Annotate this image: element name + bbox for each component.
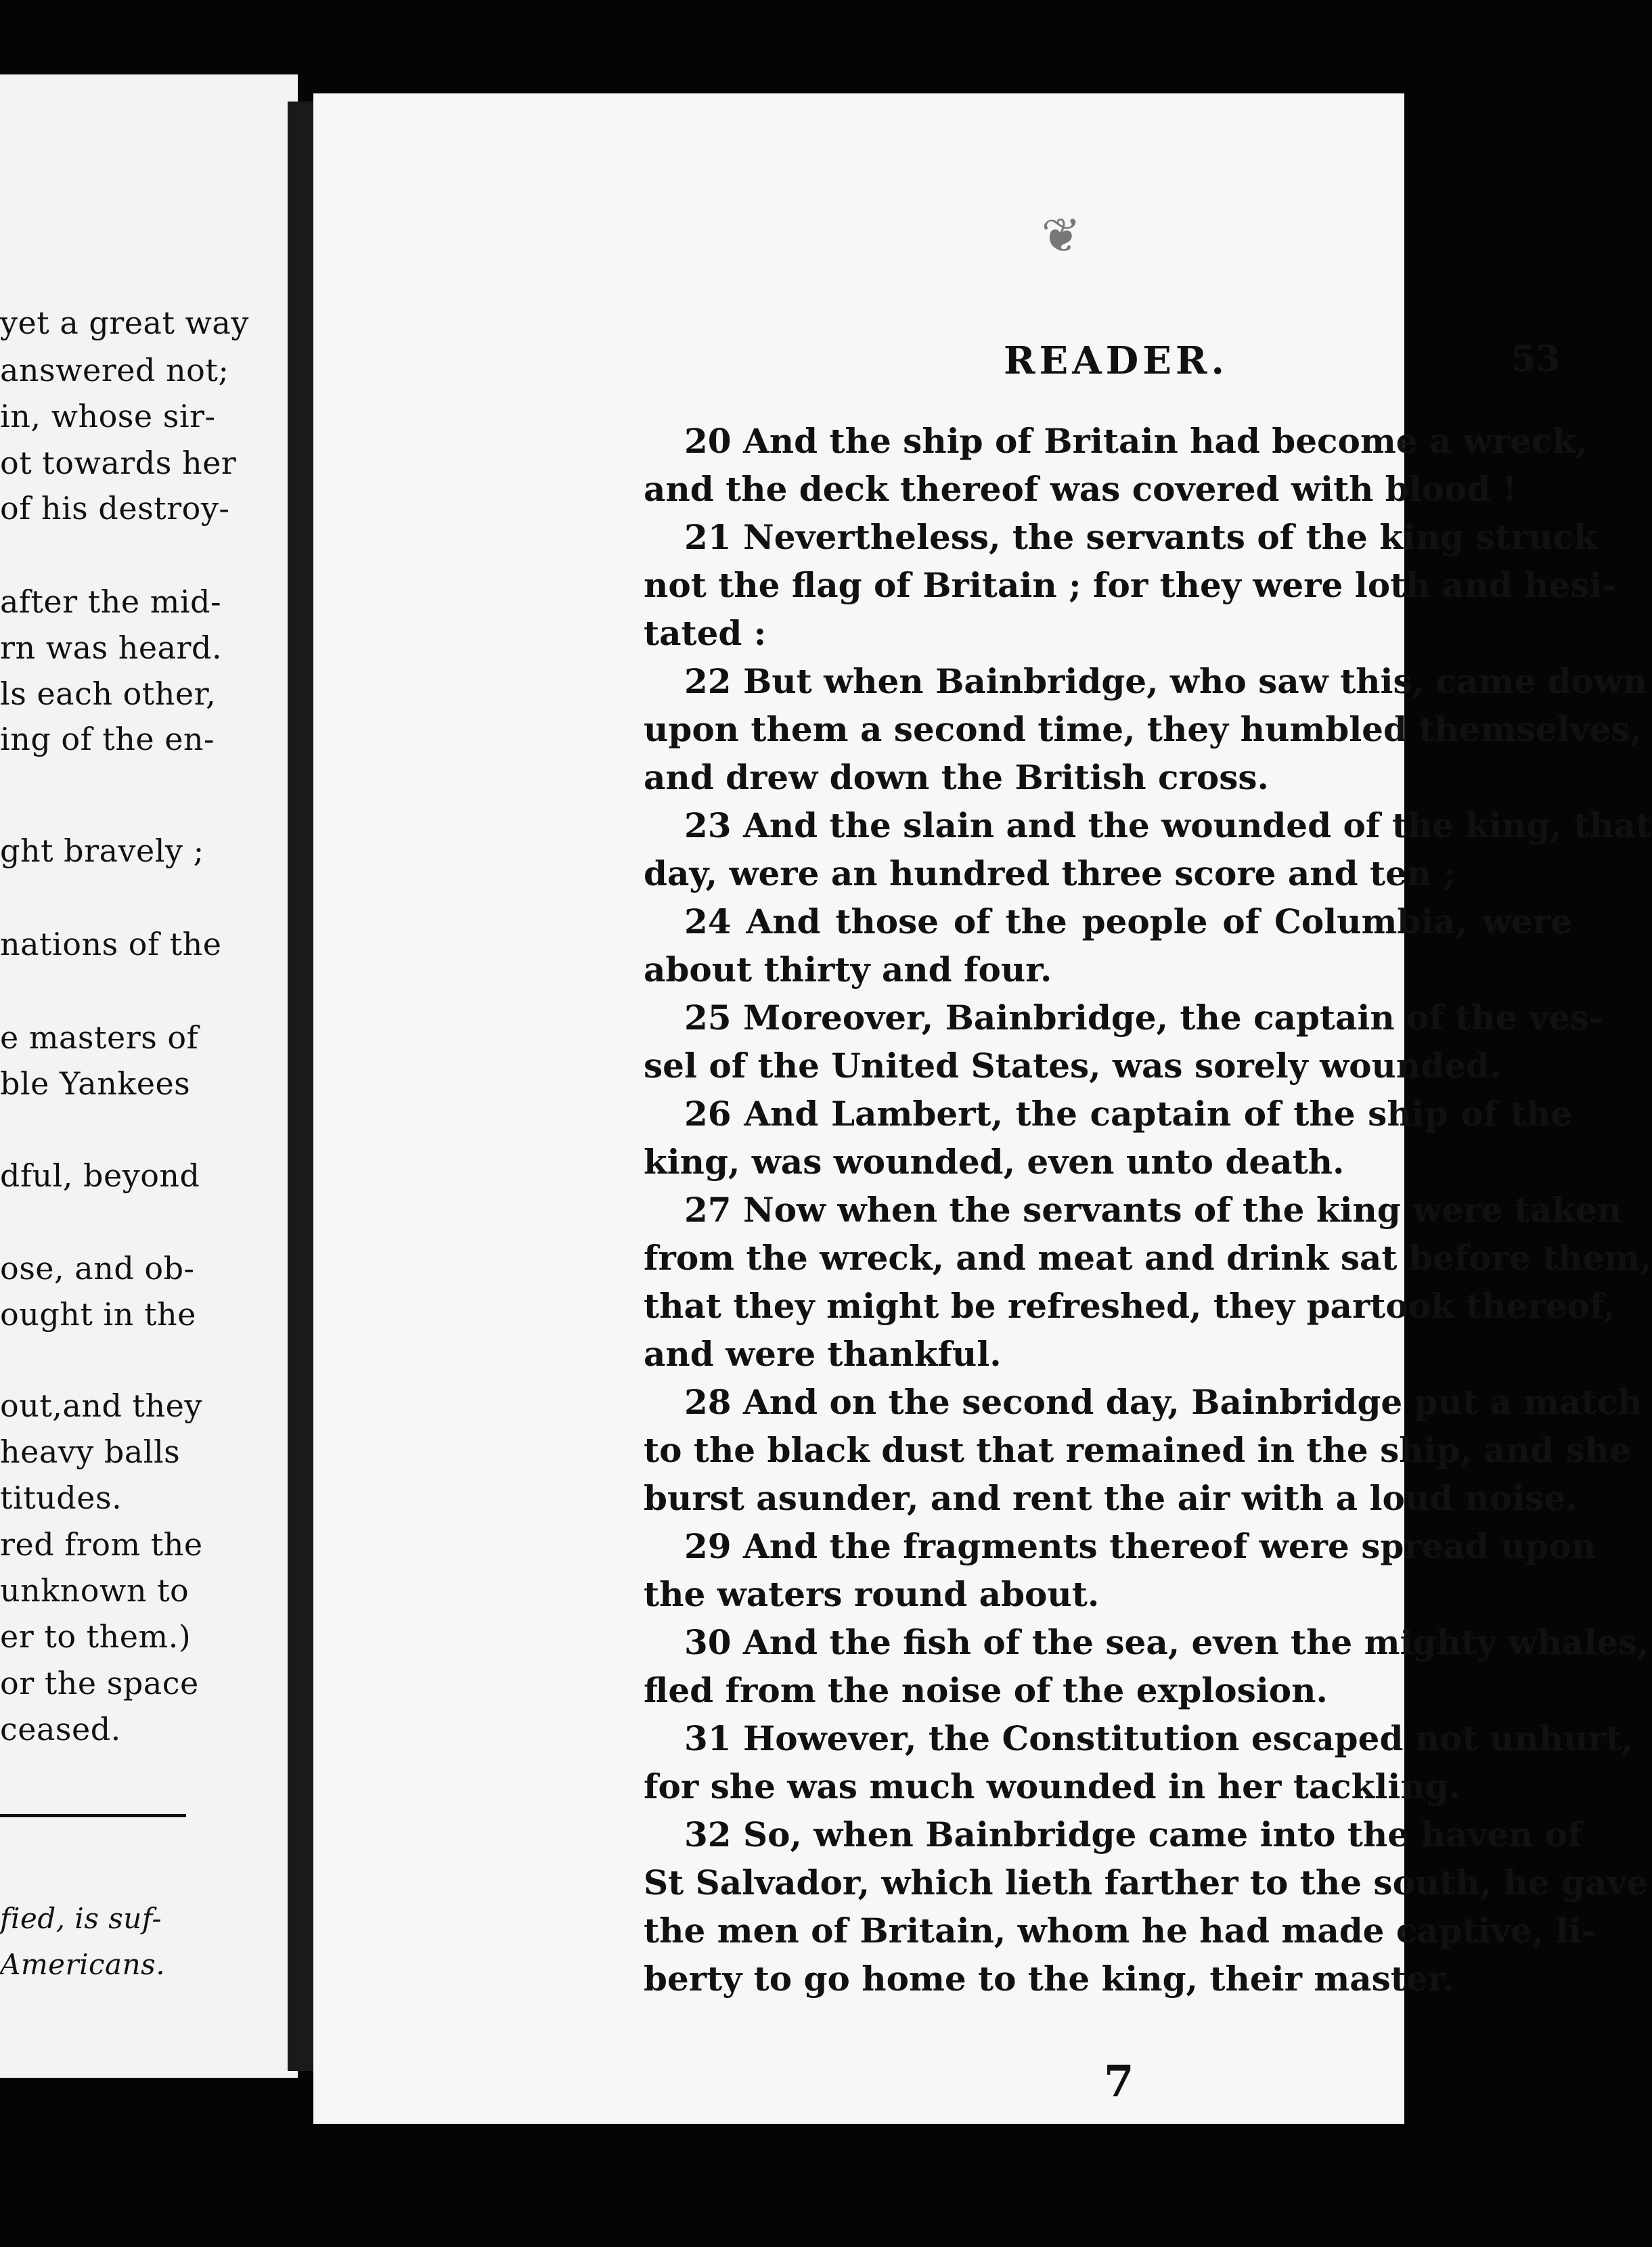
left-text-line: or the space <box>0 1665 199 1701</box>
footnote-rule <box>0 1814 186 1817</box>
verse-line: that they might be refreshed, they partook thereof, <box>644 1286 1615 1326</box>
verse-line: and the deck thereof was covered with blood ! <box>644 469 1517 509</box>
verse-line: burst asunder, and rent the air with a loud noise. <box>644 1478 1578 1518</box>
left-text-line: ing of the en- <box>0 721 215 757</box>
verse-line: upon them a second time, they humbled themselves, <box>644 709 1642 749</box>
verse-line: 20 And the ship of Britain had become a wreck, <box>684 421 1588 461</box>
left-text-line: er to them.) <box>0 1618 192 1655</box>
left-text-line: in, whose sir- <box>0 398 216 435</box>
verse-line: St Salvador, which lieth farther to the south, he gave <box>644 1863 1649 1903</box>
verse-line: day, were an hundred three score and ten ; <box>644 853 1456 893</box>
verse-line: 32 So, when Bainbridge came into the haven of <box>684 1815 1582 1854</box>
verse-line: 22 But when Bainbridge, who saw this, came down <box>684 661 1648 701</box>
left-text-line: ought in the <box>0 1296 196 1333</box>
verse-line: not the flag of Britain ; for they were loth and hesi- <box>644 565 1617 605</box>
left-text-line: rn was heard. <box>0 629 223 666</box>
left-text-line: of his destroy- <box>0 490 230 527</box>
left-text-line: ceased. <box>0 1711 121 1748</box>
verse-line: 31 However, the Constitution escaped not unhurt, <box>684 1718 1634 1758</box>
left-text-line: ls each other, <box>0 675 217 712</box>
verse-line: and drew down the British cross. <box>644 757 1269 797</box>
verse-text <box>644 417 1652 2003</box>
left-text-line: red from the <box>0 1526 203 1563</box>
verse-line: for she was much wounded in her tackling. <box>644 1766 1460 1806</box>
verse-line: 26 And Lambert, the captain of the ship of the <box>684 1094 1572 1134</box>
left-page-fragment <box>0 74 298 2078</box>
verse-line: 27 Now when the servants of the king were taken <box>684 1190 1622 1230</box>
verse-line: the men of Britain, whom he had made captive, li- <box>644 1911 1596 1951</box>
left-text-line: ot towards her <box>0 445 237 481</box>
left-text-line: ble Yankees <box>0 1065 191 1102</box>
verse-line: fled from the noise of the explosion. <box>644 1670 1328 1710</box>
verse-line: berty to go home to the king, their master. <box>644 1959 1454 1999</box>
left-text-line: e masters of <box>0 1019 199 1056</box>
verse-line: 23 And the slain and the wounded of the king, that <box>684 805 1652 845</box>
book-gutter <box>288 102 316 2071</box>
signature-mark: 7 <box>1104 2056 1134 2107</box>
verse-line: and were thankful. <box>644 1334 1002 1374</box>
left-text-line: answered not; <box>0 352 229 388</box>
left-footnote-line: fied, is suf- <box>0 1902 162 1935</box>
left-text-line: ght bravely ; <box>0 832 204 869</box>
verse-line: king, was wounded, even unto death. <box>644 1142 1345 1182</box>
verse-line: the waters round about. <box>644 1574 1100 1614</box>
verse-line: 24 And those of the people of Columbia, were <box>684 902 1572 941</box>
verse-line: to the black dust that remained in the ship, and she <box>644 1430 1631 1470</box>
left-footnote-line: Americans. <box>0 1948 166 1981</box>
left-text-line: yet a great way <box>0 305 249 341</box>
right-page <box>313 93 1652 2124</box>
left-text-line: unknown to <box>0 1572 189 1609</box>
verse-line: 21 Nevertheless, the servants of the king struck <box>684 517 1597 557</box>
running-head: READER. <box>1004 338 1228 383</box>
page-number: 53 <box>1511 338 1561 380</box>
verse-line: 29 And the fragments thereof were spread upon <box>684 1526 1597 1566</box>
left-text-line: dful, beyond <box>0 1157 200 1194</box>
verse-line: tated : <box>644 613 767 653</box>
left-text-line: after the mid- <box>0 583 222 620</box>
verse-line: 30 And the fish of the sea, even the mighty whales, <box>684 1622 1649 1662</box>
verse-line: 25 Moreover, Bainbridge, the captain of the ves- <box>684 998 1603 1038</box>
printer-ornament: ❦ <box>1041 208 1081 263</box>
left-text-line: nations of the <box>0 926 222 962</box>
verse-line: about thirty and four. <box>644 950 1052 989</box>
left-text-line: titudes. <box>0 1480 122 1516</box>
verse-line: from the wreck, and meat and drink sat before them, <box>644 1238 1652 1278</box>
left-text-line: out,and they <box>0 1387 202 1424</box>
left-text-line: ose, and ob- <box>0 1250 195 1287</box>
left-text-line: heavy balls <box>0 1433 181 1470</box>
verse-line: 28 And on the second day, Bainbridge put a match <box>684 1382 1643 1422</box>
verse-line: sel of the United States, was sorely wounded. <box>644 1046 1502 1086</box>
